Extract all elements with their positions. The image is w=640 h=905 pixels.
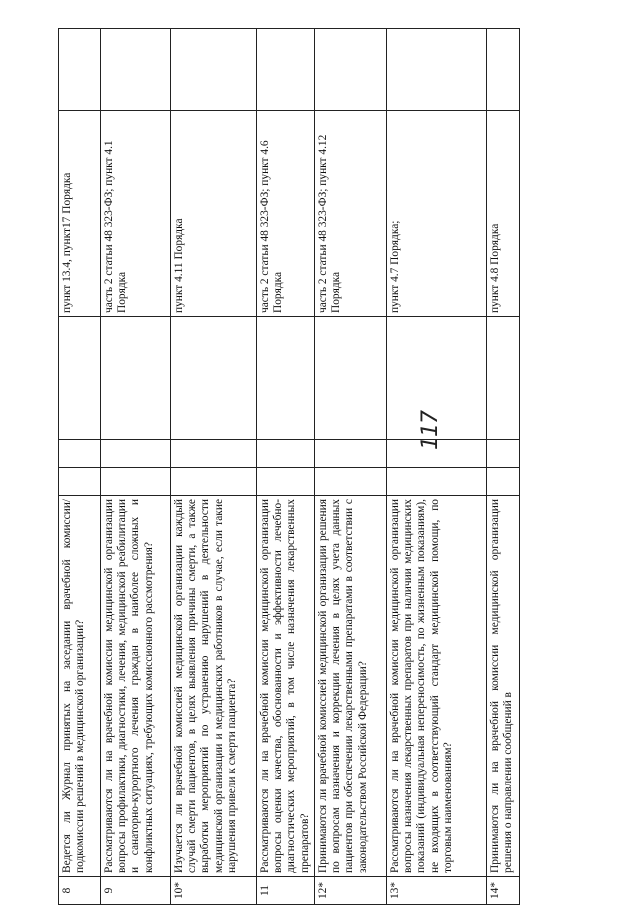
row-number: 9 <box>101 877 171 905</box>
empty-cell <box>171 317 257 440</box>
empty-cell <box>171 440 257 468</box>
row-number: 12* <box>315 877 387 905</box>
empty-cell <box>101 29 171 111</box>
empty-cell <box>59 317 101 440</box>
row-number: 11 <box>257 877 315 905</box>
empty-cell <box>315 29 387 111</box>
empty-cell <box>171 468 257 496</box>
empty-cell <box>101 317 171 440</box>
empty-cell <box>101 468 171 496</box>
empty-cell <box>487 317 520 440</box>
empty-cell <box>257 468 315 496</box>
empty-cell <box>59 468 101 496</box>
reference-text: часть 2 статьи 48 323-ФЗ; пункт 4.1 Порядка <box>101 111 171 317</box>
question-text: Принимаются ли на врачебной комиссии медицинской организации решения о направлении сообщений в <box>487 496 520 877</box>
row-number: 14* <box>487 877 520 905</box>
empty-cell <box>487 468 520 496</box>
empty-cell <box>315 468 387 496</box>
table-row <box>257 29 315 905</box>
handwritten-page-number: 117 <box>418 411 443 450</box>
row-number: 10* <box>171 877 257 905</box>
empty-cell <box>487 440 520 468</box>
empty-cell <box>59 29 101 111</box>
question-text: Рассматриваются ли на врачебной комиссии медицинской организации вопросы профилактики, диагностики, лечения, медицинской реабилитации и санаторно-курортного лечения граждан в наиболее сложных и конфликтных ситуациях, требующих комиссионного рассмотрения? <box>101 496 171 877</box>
reference-text: пункт 4.7 Порядка; <box>387 111 487 317</box>
table-row <box>315 29 387 905</box>
table-row <box>487 29 520 905</box>
empty-cell <box>387 468 487 496</box>
table-row <box>101 29 171 905</box>
empty-cell <box>171 29 257 111</box>
reference-text: пункт 4.11 Порядка <box>171 111 257 317</box>
checklist-table <box>58 28 520 905</box>
question-text: Рассматриваются ли на врачебной комиссии медицинской организации вопросы оценки качества, обоснованности и эффективности лечебно-диагностических мероприятий, в том числе назначения лекарственных препаратов? <box>257 496 315 877</box>
empty-cell <box>387 440 487 468</box>
table-row <box>59 29 101 905</box>
empty-cell <box>487 29 520 111</box>
question-text: Рассматриваются ли на врачебной комиссии медицинской организации вопросы назначения лекарственных препаратов при наличии медицинских показаний (индивидуальная непереносимость, по жизненным показаниям), не входящих в соответствующий стандарт медицинской помощи, по торговым наименованиям? <box>387 496 487 877</box>
reference-text: пункт 13.4, пункт17 Порядка <box>59 111 101 317</box>
question-text: Ведется ли Журнал принятых на заседании врачебной комиссии/подкомиссии решений в медицинской организации? <box>59 496 101 877</box>
reference-text: пункт 4.8 Порядка <box>487 111 520 317</box>
table-row <box>171 29 257 905</box>
empty-cell <box>257 440 315 468</box>
empty-cell <box>315 440 387 468</box>
empty-cell <box>59 440 101 468</box>
empty-cell <box>387 29 487 111</box>
empty-cell <box>101 440 171 468</box>
empty-cell <box>387 317 487 440</box>
empty-cell <box>257 29 315 111</box>
question-text: Принимаются ли врачебной комиссией медицинской организации решения по вопросам назначения и коррекции лечения в целях учета данных пациентов при обеспечении лекарственными препаратами в соответствии с законодательством Российской Федерации? <box>315 496 387 877</box>
row-number: 8 <box>59 877 101 905</box>
question-text: Изучается ли врачебной комиссией медицинской организации каждый случай смерти пациентов, в целях выявления причины смерти, а также выработки мероприятий по устранению нарушений в деятельности медицинской организации и медицинских работников в случае, если такие нарушения привели к смерти пациента? <box>171 496 257 877</box>
row-number: 13* <box>387 877 487 905</box>
reference-text: часть 2 статьи 48 323-ФЗ; пункт 4.12 Порядка <box>315 111 387 317</box>
empty-cell <box>315 317 387 440</box>
table-row <box>387 29 487 905</box>
reference-text: часть 2 статьи 48 323-ФЗ; пункт 4.6 Порядка <box>257 111 315 317</box>
empty-cell <box>257 317 315 440</box>
